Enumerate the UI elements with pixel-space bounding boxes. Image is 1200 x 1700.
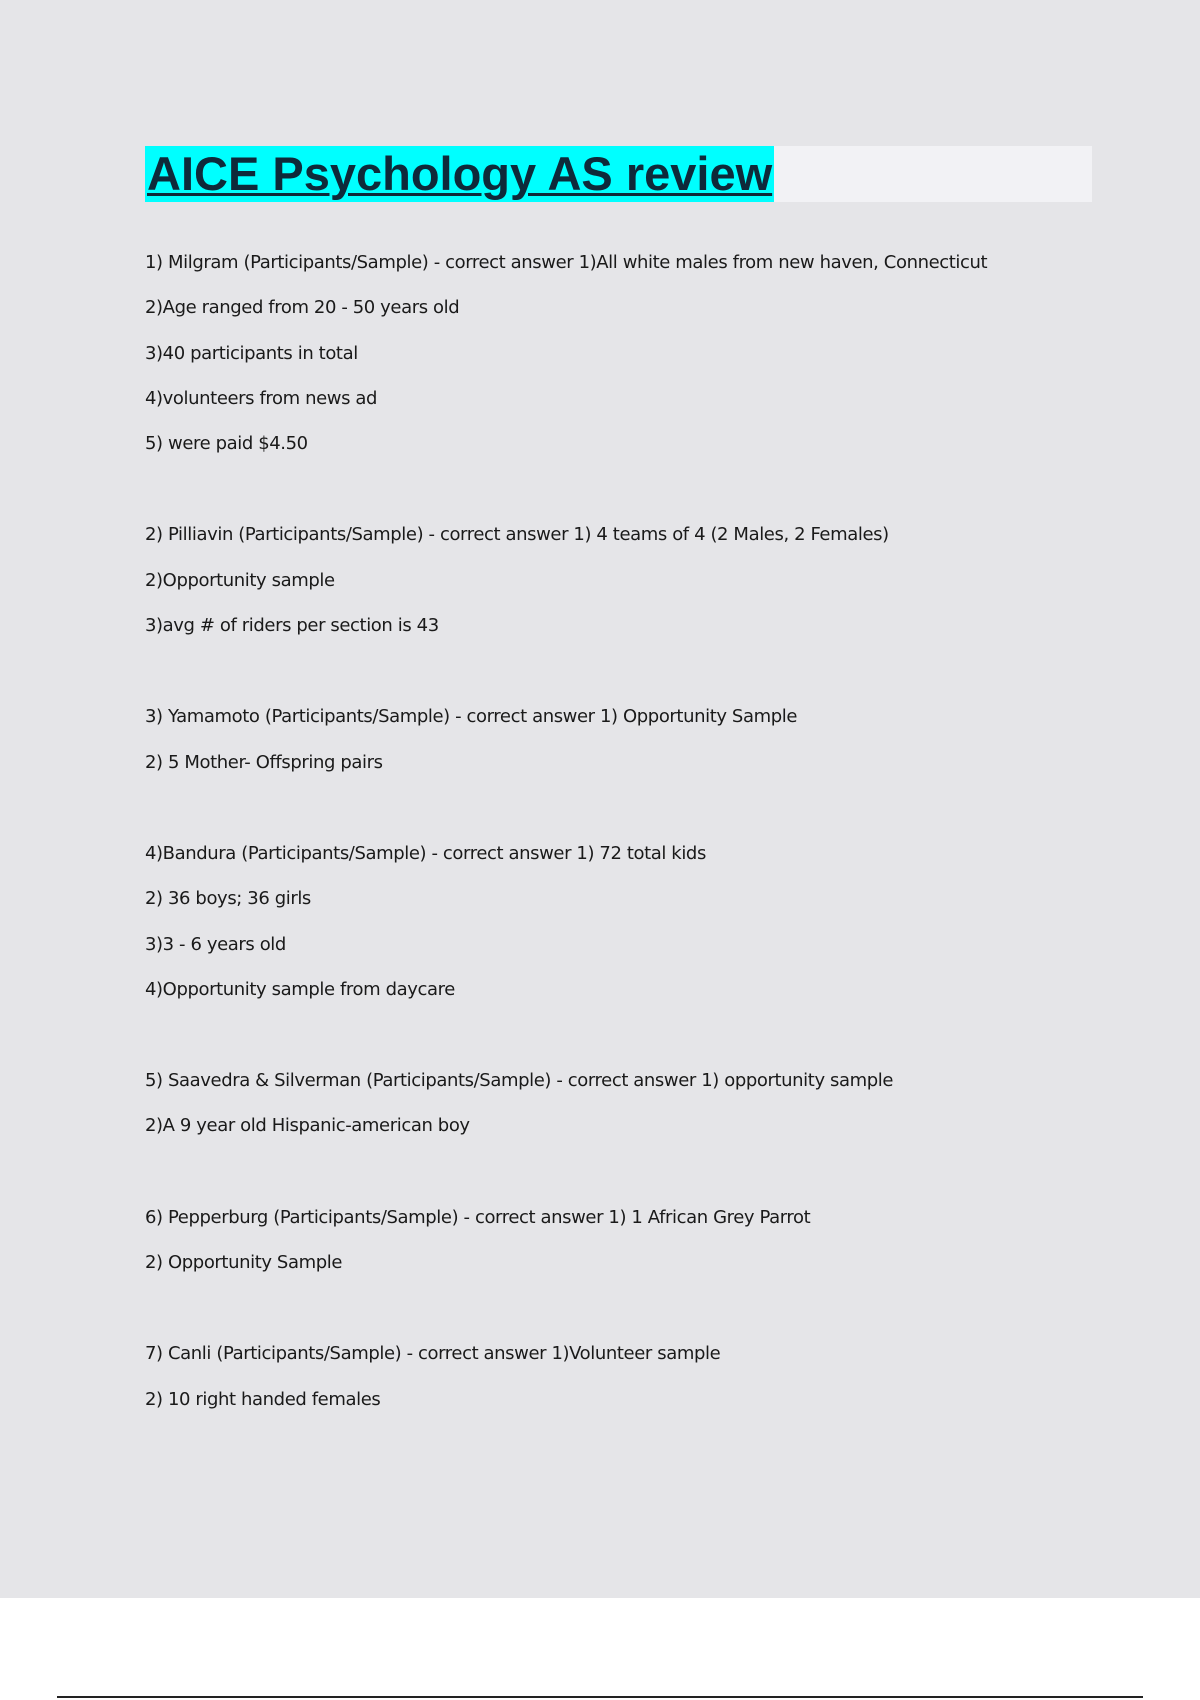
entry-line: 2) 10 right handed females — [145, 1388, 381, 1410]
study-entry-saavedra-silverman — [145, 1058, 1105, 1149]
entry-line: 3)3 - 6 years old — [145, 933, 286, 955]
entry-line: 2) Pilliavin (Participants/Sample) - correct answer 1) 4 teams of 4 (2 Males, 2 Females) — [145, 524, 889, 546]
study-entry-yamamoto — [145, 694, 1105, 785]
entry-line: 3) Yamamoto (Participants/Sample) - correct answer 1) Opportunity Sample — [145, 706, 798, 728]
entry-line: 2)Age ranged from 20 - 50 years old — [145, 297, 460, 319]
entry-line: 2) Opportunity Sample — [145, 1252, 343, 1274]
entry-line: 4)Bandura (Participants/Sample) - correct answer 1) 72 total kids — [145, 842, 706, 864]
entry-line: 6) Pepperburg (Participants/Sample) - correct answer 1) 1 African Grey Parrot — [145, 1206, 811, 1228]
entry-line: 3)avg # of riders per section is 43 — [145, 615, 439, 637]
study-entry-milgram — [145, 240, 1105, 466]
study-entry-bandura — [145, 831, 1105, 1012]
footer-divider — [57, 1696, 1143, 1698]
entry-line: 2) 5 Mother- Offspring pairs — [145, 751, 383, 773]
page-bottom-margin — [0, 1598, 1200, 1700]
entry-line: 5) were paid $4.50 — [145, 433, 308, 455]
entry-line: 1) Milgram (Participants/Sample) - correct answer 1)All white males from new haven, Connecticut — [145, 252, 988, 273]
entry-line: 2)Opportunity sample — [145, 569, 335, 591]
entry-line: 4)volunteers from news ad — [145, 387, 378, 409]
entry-line: 2)A 9 year old Hispanic-american boy — [145, 1115, 470, 1137]
document-body — [145, 240, 1105, 1468]
entry-line: 2) 36 boys; 36 girls — [145, 888, 311, 910]
study-entry-pilliavin — [145, 512, 1105, 648]
page-title: AICE Psychology AS review — [147, 147, 773, 200]
entry-line: 7) Canli (Participants/Sample) - correct answer 1)Volunteer sample — [145, 1343, 721, 1365]
study-entry-canli — [145, 1331, 1105, 1422]
study-entry-pepperburg — [145, 1195, 1105, 1286]
entry-line: 3)40 participants in total — [145, 342, 358, 364]
entry-line: 4)Opportunity sample from daycare — [145, 978, 455, 1000]
entry-line: 5) Saavedra & Silverman (Participants/Sample) - correct answer 1) opportunity sample — [145, 1070, 894, 1092]
